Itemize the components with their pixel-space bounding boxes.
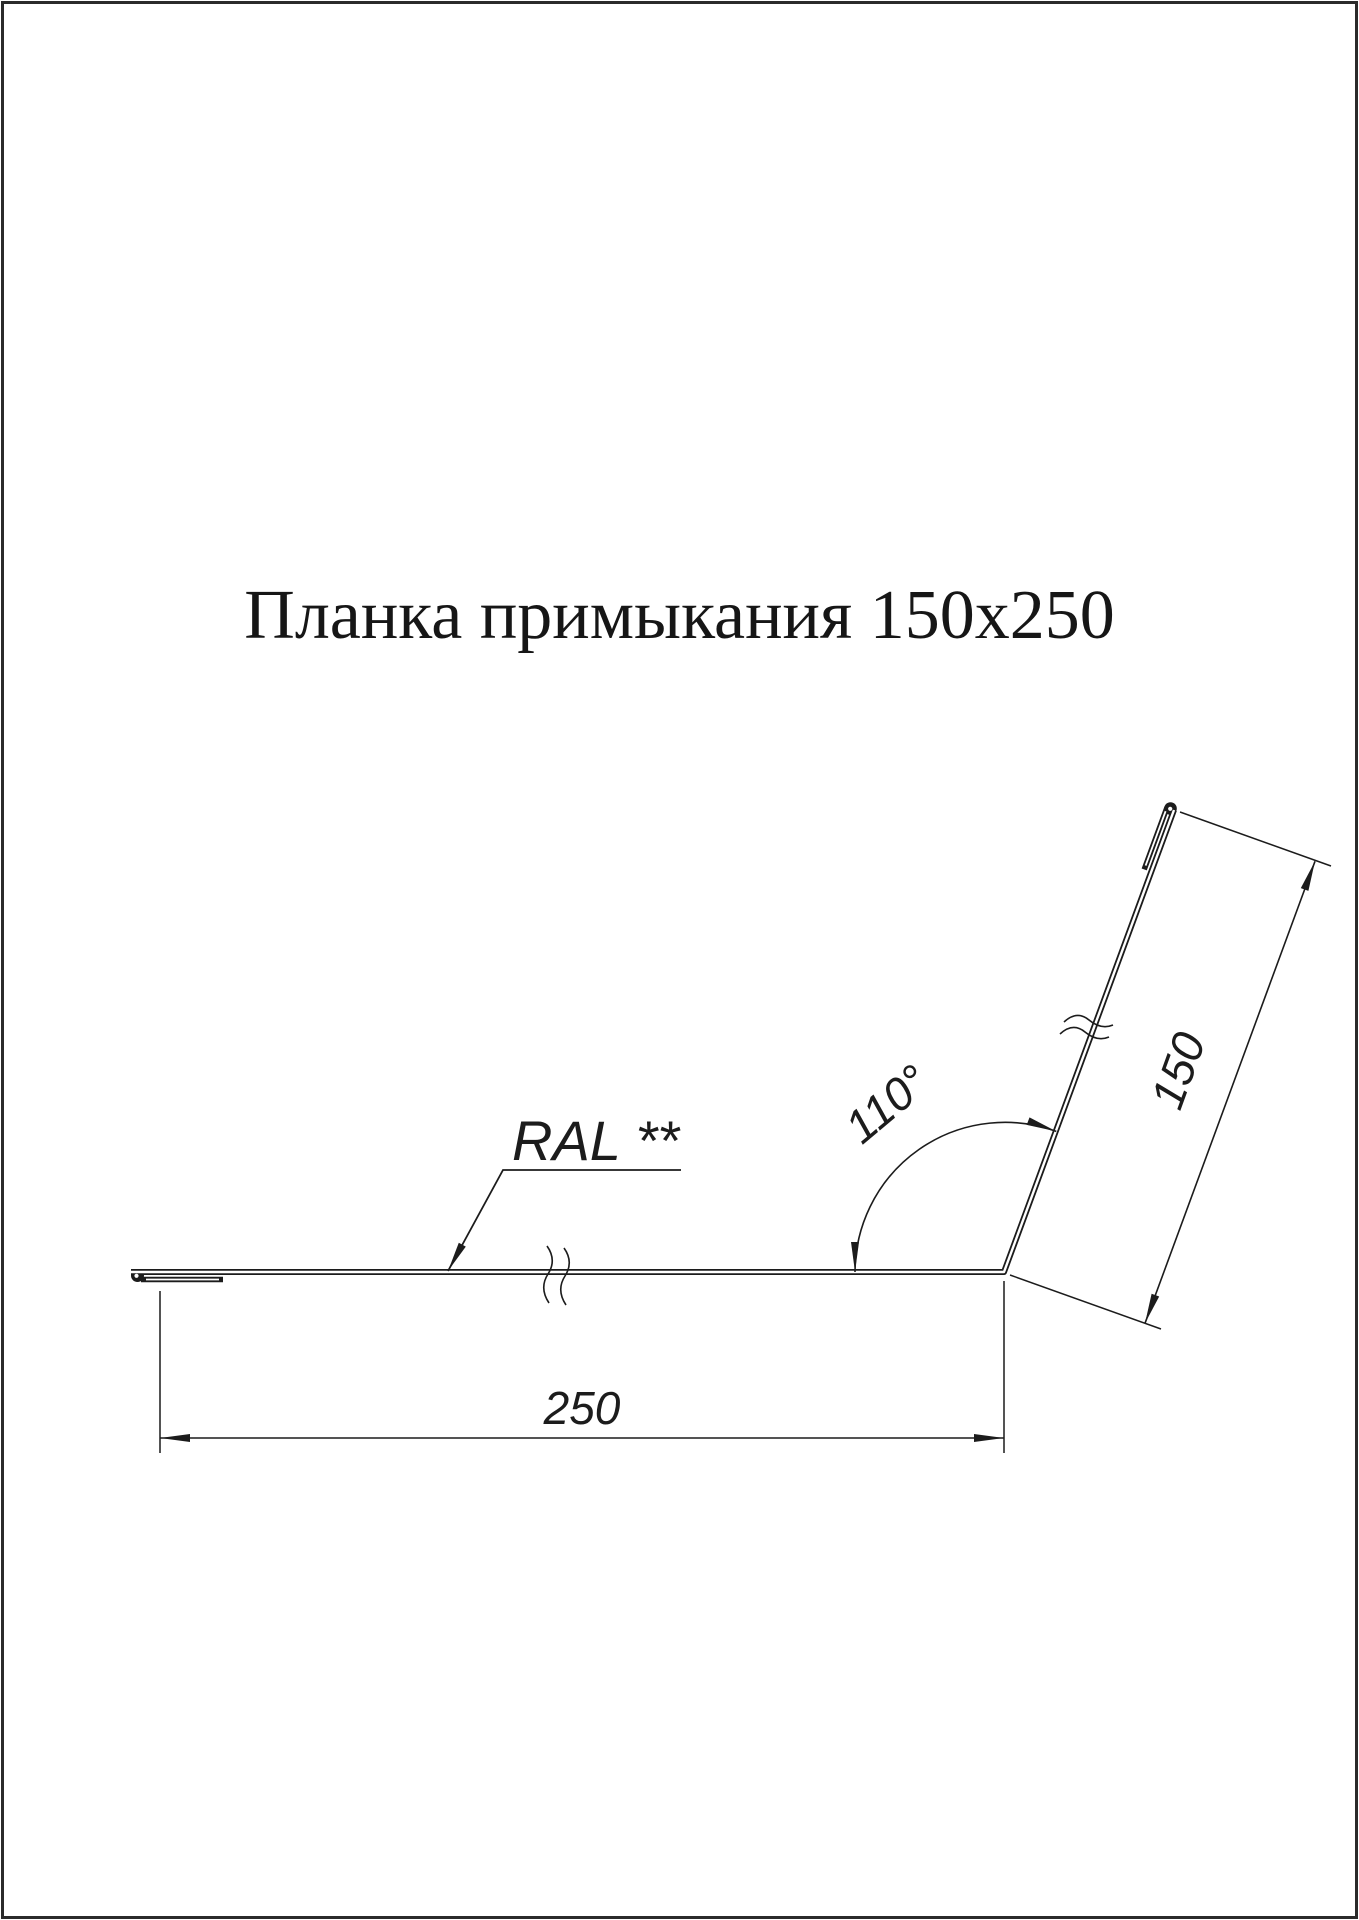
leader-line <box>448 1170 681 1271</box>
break-symbol-diagonal <box>1060 1015 1113 1038</box>
ext-line-vertex <box>1010 1275 1161 1329</box>
material-leader <box>448 1109 681 1271</box>
width-dimension-250 <box>160 1281 1004 1453</box>
angle-arrow-top <box>1027 1117 1057 1131</box>
break-wave-3 <box>1064 1015 1113 1026</box>
dim-150-arrow-upper <box>1301 861 1315 891</box>
break-symbol-horizontal <box>544 1246 570 1305</box>
angle-arc <box>855 1122 1056 1272</box>
left-curl-core <box>134 1274 138 1278</box>
dim-250-arrow-left <box>160 1434 190 1442</box>
sheet-inner-highlight <box>131 810 1174 1272</box>
dim-150-arrow-lower <box>1145 1294 1159 1324</box>
width-dimension-label: 250 <box>543 1382 621 1434</box>
drawing-title: Планка примыкания 150x250 <box>244 577 1115 654</box>
break-wave-2 <box>561 1248 570 1305</box>
dim-250-arrow-right <box>974 1434 1004 1442</box>
height-dimension-150 <box>1010 812 1331 1329</box>
angle-dimension <box>835 1054 1056 1272</box>
angle-arrow-bottom <box>851 1242 859 1272</box>
sheet-outer-line <box>131 810 1174 1272</box>
height-dimension-label: 150 <box>1140 1025 1216 1116</box>
top-curl-core <box>1168 807 1172 811</box>
angle-dimension-label: 110° <box>834 1054 939 1154</box>
ext-line-top <box>1180 812 1331 866</box>
break-wave-4 <box>1060 1027 1109 1038</box>
material-label: RAL ** <box>512 1109 680 1172</box>
leader-arrowhead <box>448 1243 466 1271</box>
profile-outline <box>131 802 1177 1282</box>
